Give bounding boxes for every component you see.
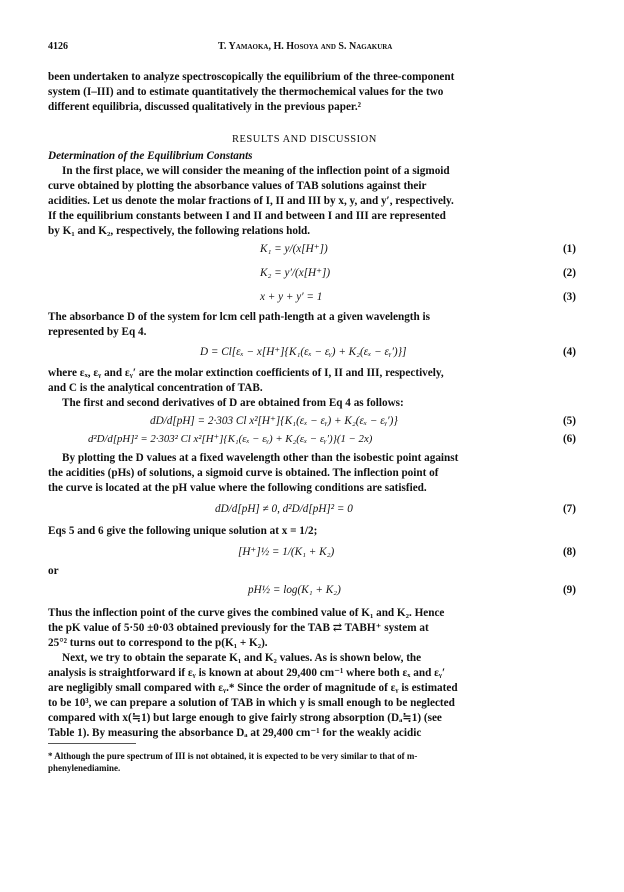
- equation-1-number: (1): [562, 243, 576, 255]
- para4-line-1: By plotting the D values at a fixed wavelength other than the isobestic point against: [62, 452, 459, 464]
- equation-4-number: (4): [562, 346, 576, 358]
- para6-line-3: 25°² turns out to correspond to the p(K₁ + K₂).: [48, 637, 268, 649]
- para4-line-2: the acidities (pHs) of solutions, a sigmoid curve is obtained. The inflection point of: [48, 467, 439, 479]
- para5-line-1: Eqs 5 and 6 give the following unique solution at x = 1/2;: [48, 525, 318, 537]
- para7-line-5: compared with x(≒1) but large enough to give fairly strong absorption (Dₐ≒1) (see: [48, 712, 442, 724]
- intro-line-3: different equilibria, discussed qualitatively in the previous paper.²: [48, 101, 362, 113]
- equation-3-number: (3): [562, 291, 576, 303]
- equation-3: x + y + y′ = 1: [260, 291, 323, 303]
- para2-line-2: represented by Eq 4.: [48, 326, 147, 338]
- footnote-line-1: * Although the pure spectrum of III is not obtained, it is expected to be very similar to that of m-: [48, 751, 418, 761]
- para1-line-1: In the first place, we will consider the meaning of the inflection point of a sigmoid: [62, 165, 450, 177]
- equation-2: K₂ = y′/(x[H⁺]): [260, 267, 331, 279]
- para4-line-3: the curve is located at the pH value where the following conditions are satisfied.: [48, 482, 427, 494]
- equation-6: d²D/d[pH]² = 2·303² Cl x²[H⁺]{K₁(εₓ − εᵧ) + K₂(εₓ − εᵧ′)}(1 − 2x): [88, 433, 373, 445]
- intro-line-2: system (I–III) and to estimate quantitatively the thermochemical values for the two: [48, 86, 444, 98]
- page-number: 4126: [48, 41, 68, 52]
- para1-line-5: by K₁ and K₂, respectively, the following relations hold.: [48, 225, 311, 237]
- para7-line-1: Next, we try to obtain the separate K₁ and K₂ values. As is shown below, the: [62, 652, 422, 664]
- equation-7-number: (7): [562, 503, 576, 515]
- footnote-line-2: phenylenediamine.: [48, 763, 121, 773]
- subsection-title: Determination of the Equilibrium Constants: [48, 150, 253, 162]
- or-text: or: [48, 565, 59, 577]
- section-title: RESULTS AND DISCUSSION: [232, 134, 377, 145]
- para3-line-3: The first and second derivatives of D are obtained from Eq 4 as follows:: [62, 397, 404, 409]
- equation-9: pH½ = log(K₁ + K₂): [248, 584, 341, 596]
- para3-line-2: and C is the analytical concentration of TAB.: [48, 382, 263, 394]
- para1-line-3: acidities. Let us denote the molar fractions of I, II and III by x, y, and y′, respectively.: [48, 195, 454, 207]
- para7-line-6: Table 1). By measuring the absorbance Dₐ at 29,400 cm⁻¹ for the weakly acidic: [48, 727, 422, 739]
- equation-1: K₁ = y/(x[H⁺]): [260, 243, 328, 255]
- equation-5-number: (5): [562, 415, 576, 427]
- equation-7: dD/d[pH] ≠ 0, d²D/d[pH]² = 0: [215, 503, 353, 515]
- equation-4: D = Cl[εₓ − x[H⁺]{K₁(εₓ − εᵧ) + K₂(εₓ − εᵧ′)}]: [200, 346, 407, 358]
- equation-6-number: (6): [562, 433, 576, 445]
- para1-line-4: If the equilibrium constants between I and II and between I and III are represented: [48, 210, 446, 222]
- para7-line-3: are negligibly small compared with εᵧ.* Since the order of magnitude of εᵧ is estimated: [48, 682, 458, 694]
- equation-8-number: (8): [562, 546, 576, 558]
- para7-line-2: analysis is straightforward if εᵧ is known at about 29,400 cm⁻¹ where both εₓ and εᵧ′: [48, 667, 446, 679]
- equation-5: dD/d[pH] = 2·303 Cl x²[H⁺]{K₁(εₓ − εᵧ) + K₂(εₓ − εᵧ′)}: [150, 415, 398, 427]
- para7-line-4: to be 10³, we can prepare a solution of TAB in which y is small enough to be neglected: [48, 697, 455, 709]
- para2-line-1: The absorbance D of the system for lcm cell path-length at a given wavelength is: [48, 311, 431, 323]
- equation-9-number: (9): [562, 584, 576, 596]
- equation-2-number: (2): [562, 267, 576, 279]
- para6-line-2: the pK value of 5·50 ±0·03 obtained previously for the TAB ⇄ TABH⁺ system at: [48, 622, 429, 634]
- equation-8: [H⁺]½ = 1/(K₁ + K₂): [238, 546, 335, 558]
- intro-line-1: been undertaken to analyze spectroscopically the equilibrium of the three-component: [48, 71, 455, 83]
- footnote-divider: [48, 743, 136, 744]
- para6-line-1: Thus the inflection point of the curve gives the combined value of K₁ and K₂. Hence: [48, 607, 445, 619]
- para3-line-1: where εₓ, εᵧ and εᵧ′ are the molar extinction coefficients of I, II and III, respectively,: [48, 367, 444, 379]
- para1-line-2: curve obtained by plotting the absorbance values of TAB solutions against their: [48, 180, 427, 192]
- running-head: T. Yamaoka, H. Hosoya and S. Nagakura: [218, 41, 393, 52]
